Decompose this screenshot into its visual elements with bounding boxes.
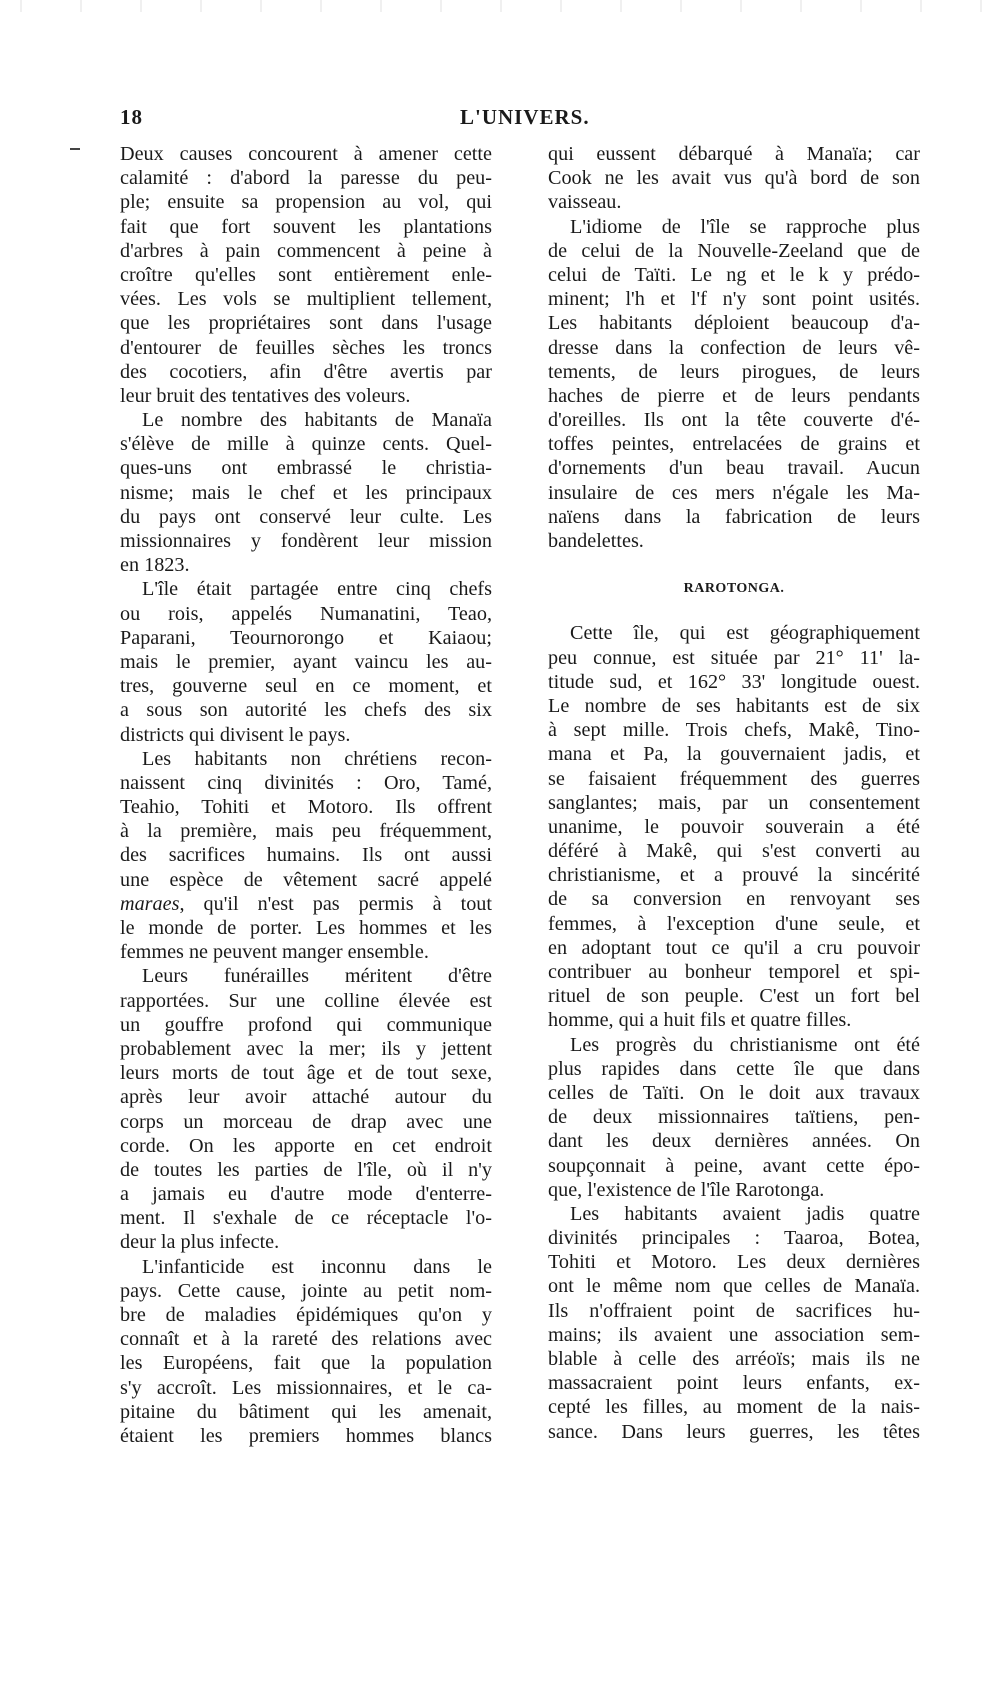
text-line: Cette île, qui est géographiquement bbox=[570, 622, 920, 645]
text-line: Tohiti et Motoro. Les deux dernières bbox=[548, 1251, 920, 1274]
text-line: Les habitants non chrétiens recon- bbox=[142, 747, 492, 770]
text-line: les Européens, fait que la population bbox=[120, 1352, 492, 1375]
text-line: dant les deux dernières années. On bbox=[548, 1130, 920, 1153]
text-line: Teahio, Tohiti et Motoro. Ils offrent bbox=[120, 796, 492, 819]
text-line: deur la plus infecte. bbox=[120, 1231, 280, 1254]
margin-mark bbox=[70, 148, 80, 150]
text-line: blable à celle des arréoïs; mais ils ne bbox=[548, 1348, 920, 1370]
text-line: déféré à Makê, qui s'est converti au bbox=[548, 840, 920, 863]
text-line: Les habitants déploient beaucoup d'a- bbox=[548, 312, 920, 335]
text-line: ont le même nom que celles de Manaïa. bbox=[548, 1275, 920, 1298]
text-line: vaisseau. bbox=[548, 191, 622, 214]
text-line: minent; l'h et l'f n'y sont point usités. bbox=[548, 288, 920, 311]
text-line: s'élève de mille à quinze cents. Quel- bbox=[120, 433, 492, 456]
text-line: des sacrifices humains. Ils ont aussi bbox=[120, 844, 492, 867]
text-line: femmes ne peuvent manger ensemble. bbox=[120, 941, 429, 964]
text-line: de toutes les parties de l'île, où il n'y bbox=[120, 1158, 492, 1181]
text-line: s'y accroît. Les missionnaires, et le ca- bbox=[120, 1376, 492, 1399]
page-number: 18 bbox=[120, 105, 143, 129]
text-line: plus rapides dans cette île que dans bbox=[548, 1057, 920, 1080]
text-line: Leurs funérailles méritent d'être bbox=[142, 965, 492, 988]
text-line: à sept mille. Trois chefs, Makê, Tino- bbox=[548, 719, 920, 742]
left-column bbox=[120, 142, 492, 1448]
text-line: bre de maladies épidémiques qu'on y bbox=[120, 1304, 492, 1326]
text-line: fait que fort souvent les plantations bbox=[120, 215, 492, 238]
text-line: toffes peintes, entrelacées de grains et bbox=[548, 433, 920, 456]
text-line: d'arbres à pain commencent à peine à bbox=[120, 239, 492, 262]
text-line: étaient les premiers hommes blancs bbox=[120, 1424, 492, 1447]
right-column-text-after-heading bbox=[548, 621, 920, 1443]
text-line: insulaire de ces mers n'égale les Ma- bbox=[548, 481, 920, 504]
text-line: Le nombre de ses habitants est de six bbox=[548, 694, 920, 717]
text-line: Les progrès du christianisme ont été bbox=[570, 1033, 920, 1056]
text-line: rapportées. Sur une colline élevée est bbox=[120, 989, 492, 1012]
running-head bbox=[120, 105, 620, 135]
text-line: unanime, le pouvoir souverain a été bbox=[548, 815, 920, 838]
text-line: du pays ont conservé leur culte. Les bbox=[120, 505, 492, 528]
text-line: mais le premier, ayant vaincu les au- bbox=[120, 650, 492, 673]
text-line: bandelettes. bbox=[548, 530, 644, 552]
text-line: probablement avec la mer; ils y jettent bbox=[120, 1037, 492, 1060]
text-line: en adoptant tout ce qu'il a cru pouvoir bbox=[548, 936, 920, 959]
text-line: mana et Pa, la gouvernaient jadis, et bbox=[548, 743, 920, 766]
text-line: ple; ensuite sa propension au vol, qui bbox=[120, 191, 492, 214]
section-heading: RAROTONGA. bbox=[683, 581, 785, 597]
text-line: contribuer au bonheur temporel et spi- bbox=[548, 961, 920, 983]
text-line: haches de pierre et de leurs pendants bbox=[548, 384, 920, 407]
text-line: Paparani, Teournorongo et Kaiaou; bbox=[120, 626, 492, 649]
right-column-text-before-heading bbox=[548, 142, 920, 553]
text-line: Cook ne les avait vus qu'à bord de son bbox=[548, 167, 920, 190]
text-line: de celui de la Nouvelle-Zeeland que de bbox=[548, 239, 920, 262]
text-line: femmes, à l'exception d'une seule, et bbox=[548, 912, 920, 935]
text-line: d'oreilles. Ils ont la tête couverte d'é- bbox=[548, 409, 920, 432]
text-line: d'entourer de feuilles sèches les troncs bbox=[120, 336, 492, 359]
text-line: peu connue, est située par 21° 11' la- bbox=[548, 646, 920, 669]
text-line: Les habitants avaient jadis quatre bbox=[570, 1202, 920, 1225]
text-line: massacraient point leurs enfants, ex- bbox=[548, 1372, 920, 1395]
text-line: naissent cinq divinités : Oro, Tamé, bbox=[120, 771, 492, 794]
text-line: celles de Taïti. On le doit aux travaux bbox=[548, 1081, 920, 1104]
text-line: leur bruit des tentatives des voleurs. bbox=[120, 384, 411, 407]
text-line: a sous son autorité les chefs des six bbox=[120, 699, 492, 722]
text-line: Ils n'offraient point de sacrifices hu- bbox=[548, 1299, 920, 1322]
text-line: pitaine du bâtiment qui les amenait, bbox=[120, 1400, 492, 1423]
text-line: dresse dans la confection de leurs vê- bbox=[548, 336, 920, 359]
right-column bbox=[548, 142, 920, 1444]
text-line: le monde de porter. Les hommes et les bbox=[120, 917, 492, 939]
text-line: corde. On les apporte en cet endroit bbox=[120, 1134, 492, 1157]
text-line: de sa conversion en renvoyant ses bbox=[548, 888, 920, 911]
text-line: tres, gouverne seul en ce moment, et bbox=[120, 675, 492, 698]
text-line: un gouffre profond qui communique bbox=[120, 1013, 492, 1036]
text-line: homme, qui a huit fils et quatre filles. bbox=[548, 1009, 852, 1032]
text-line: soupçonnait à peine, avant cette épo- bbox=[548, 1154, 920, 1177]
text-line: tements, de leurs pirogues, de leurs bbox=[548, 360, 920, 383]
text-line: qui eussent débarqué à Manaïa; car bbox=[548, 143, 920, 165]
text-line: corps un morceau de drap avec une bbox=[120, 1110, 492, 1133]
text-line: L'infanticide est inconnu dans le bbox=[142, 1255, 492, 1278]
text-line: districts qui divisent le pays. bbox=[120, 723, 351, 746]
text-line: Le nombre des habitants de Manaïa bbox=[142, 409, 492, 432]
text-line: croître qu'elles sont entièrement enle- bbox=[120, 263, 492, 286]
text-line: Deux causes concourent à amener cette bbox=[120, 143, 492, 165]
text-line: rituel de son peuple. C'est un fort bel bbox=[548, 985, 920, 1008]
text-line: ques-uns ont embrassé le christia- bbox=[120, 457, 492, 480]
text-line: L'idiome de l'île se rapproche plus bbox=[570, 215, 920, 238]
text-line: après leur avoir attaché autour du bbox=[120, 1086, 492, 1109]
text-line: à la première, mais peu fréquemment, bbox=[120, 820, 492, 843]
text-line: que, l'existence de l'île Rarotonga. bbox=[548, 1178, 825, 1201]
text-line: en 1823. bbox=[120, 554, 190, 577]
text-line: L'île était partagée entre cinq chefs bbox=[142, 578, 492, 601]
text-line: connaît et à la rareté des relations avec bbox=[120, 1328, 492, 1351]
text-line: nisme; mais le chef et les principaux bbox=[120, 481, 492, 504]
text-line: cepté les filles, au moment de la nais- bbox=[548, 1396, 920, 1419]
text-line: vées. Les vols se multiplient tellement, bbox=[120, 288, 492, 311]
text-line: des cocotiers, afin d'être avertis par bbox=[120, 360, 492, 383]
text-line: christianisme, et a prouvé la sincérité bbox=[548, 864, 920, 887]
text-line: a jamais eu d'autre mode d'enterre- bbox=[120, 1183, 492, 1206]
text-line: sanglantes; mais, par un consentement bbox=[548, 791, 920, 814]
text-line: mains; ils avaient une association sem- bbox=[548, 1323, 920, 1346]
text-line: calamité : d'abord la paresse du peu- bbox=[120, 167, 492, 190]
text-line: sance. Dans leurs guerres, les têtes bbox=[548, 1420, 920, 1443]
text-line: celui de Taïti. Le ng et le k y prédo- bbox=[548, 263, 920, 286]
text-fragment: , qu'il n'est pas permis à tout bbox=[179, 892, 492, 915]
text-line: ment. Il s'exhale de ce réceptacle l'o- bbox=[120, 1207, 492, 1230]
text-line: ou rois, appelés Numanatini, Teao, bbox=[120, 602, 492, 625]
text-line bbox=[120, 892, 492, 916]
text-line: que les propriétaires sont dans l'usage bbox=[120, 312, 492, 335]
text-line: leurs morts de tout âge et de tout sexe, bbox=[120, 1062, 492, 1085]
page-title: L'UNIVERS. bbox=[460, 105, 590, 129]
text-line: une espèce de vêtement sacré appelé bbox=[120, 868, 492, 891]
text-line: missionnaires y fondèrent leur mission bbox=[120, 530, 492, 552]
text-line: divinités principales : Taaroa, Botea, bbox=[548, 1227, 920, 1250]
text-line: naïens dans la fabrication de leurs bbox=[548, 505, 920, 528]
text-line: de deux missionnaires taïtiens, pen- bbox=[548, 1106, 920, 1129]
scan-artifact bbox=[0, 0, 1000, 12]
italic-term: maraes bbox=[120, 892, 180, 915]
text-line: titude sud, et 162° 33' longitude ouest. bbox=[548, 670, 920, 693]
text-line: d'ornements d'un beau travail. Aucun bbox=[548, 457, 920, 480]
text-line: pays. Cette cause, jointe au petit nom- bbox=[120, 1279, 492, 1302]
text-line: se faisaient fréquemment des guerres bbox=[548, 767, 920, 790]
